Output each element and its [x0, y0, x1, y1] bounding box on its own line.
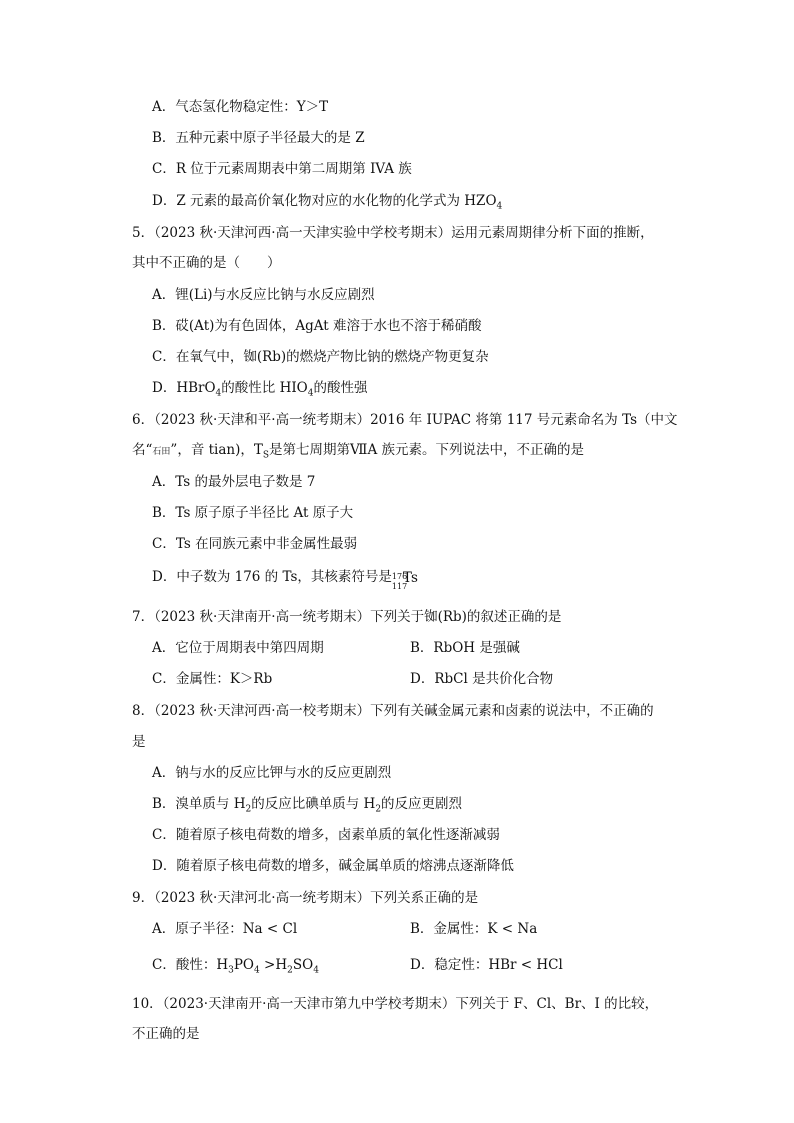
q8-option-b: B．溴单质与 $H_2$的反应比碘单质与 $H_2$的反应更剧烈	[152, 796, 463, 815]
q9-option-b: B．金属性：K < Na	[410, 921, 538, 937]
q8-option-a: A．钠与水的反应比钾与水的反应更剧烈	[152, 765, 392, 781]
q4-option-b: B．五种元素中原子半径最大的是 Z	[152, 130, 365, 146]
q6-stem-line2: 名“石田”，音 tian)，$T_S$是第七周期第ⅦA 族元素。下列说法中，不正确的是	[132, 442, 585, 461]
q9-option-d: D．稳定性：HBr < HCl	[410, 957, 563, 973]
q8-option-c: C．随着原子核电荷数的增多，卤素单质的氧化性逐渐减弱	[152, 827, 500, 843]
q8-stem-line1: 8．（2023 秋·天津河西·高一校考期末）下列有关碱金属元素和卤素的说法中，不正确的	[132, 703, 654, 719]
q7-option-d: D．RbCl 是共价化合物	[410, 671, 554, 687]
q8-stem-line2: 是	[132, 734, 146, 750]
q4-option-d: D．Z 元素的最高价氧化物对应的水化物的化学式为 $HZO_4$	[152, 193, 503, 212]
q9-stem: 9．（2023 秋·天津河北·高一统考期末）下列关系正确的是	[132, 890, 479, 906]
q7-stem: 7．（2023 秋·天津南开·高一统考期末）下列关于铷(Rb)的叙述正确的是	[132, 609, 562, 625]
q5-option-a: A．锂(Li)与水反应比钠与水反应剧烈	[152, 287, 375, 303]
q10-stem-line2: 不正确的是	[132, 1026, 200, 1042]
q7-option-a: A．它位于周期表中第四周期	[152, 640, 324, 656]
q6-option-d: D．中子数为 176 的 Ts，其核素符号是 176 117 Ts	[152, 569, 418, 591]
q4-option-c: C．R 位于元素周期表中第二周期第 IVA 族	[152, 161, 412, 177]
q10-stem-line1: 10．（2023·天津南开·高一天津市第九中学校考期末）下列关于 F、Cl、Br、I 的比较，	[132, 996, 659, 1012]
q6-option-a: A．Ts 的最外层电子数是 7	[152, 474, 316, 490]
q7-option-b: B．RbOH 是强碱	[410, 640, 520, 656]
q5-stem-line1: 5．（2023 秋·天津河西·高一天津实验中学校考期末）运用元素周期律分析下面的推断，	[132, 225, 654, 241]
q5-stem-line2: 其中不正确的是（ ）	[132, 255, 281, 271]
q5-option-c: C．在氧气中，铷(Rb)的燃烧产物比钠的燃烧产物更复杂	[152, 349, 489, 365]
q6-option-c: C．Ts 在同族元素中非金属性最弱	[152, 536, 358, 552]
q6-option-b: B．Ts 原子原子半径比 At 原子大	[152, 505, 354, 521]
q4-option-a: A．气态氢化物稳定性：Y＞T	[152, 99, 329, 115]
q9-option-c: C．酸性：$H_3PO_4 >H_2SO_4$	[152, 957, 319, 976]
q5-option-d: D．HBrO$_4$的酸性比 $HIO_4$的酸性强	[152, 380, 368, 399]
q5-option-b: B．砹(At)为有色固体，AgAt 难溶于水也不溶于稀硝酸	[152, 318, 482, 334]
q8-option-d: D．随着原子核电荷数的增多，碱金属单质的熔沸点逐渐降低	[152, 858, 514, 874]
q9-option-a: A．原子半径：Na < Cl	[152, 921, 298, 937]
q6-stem-line1: 6．（2023 秋·天津和平·高一统考期末）2016 年 IUPAC 将第 117 号元素命名为 Ts（中文	[132, 412, 678, 428]
q7-option-c: C．金属性：K＞Rb	[152, 671, 273, 687]
nuclide-symbol: 176 117 Ts	[391, 569, 418, 591]
